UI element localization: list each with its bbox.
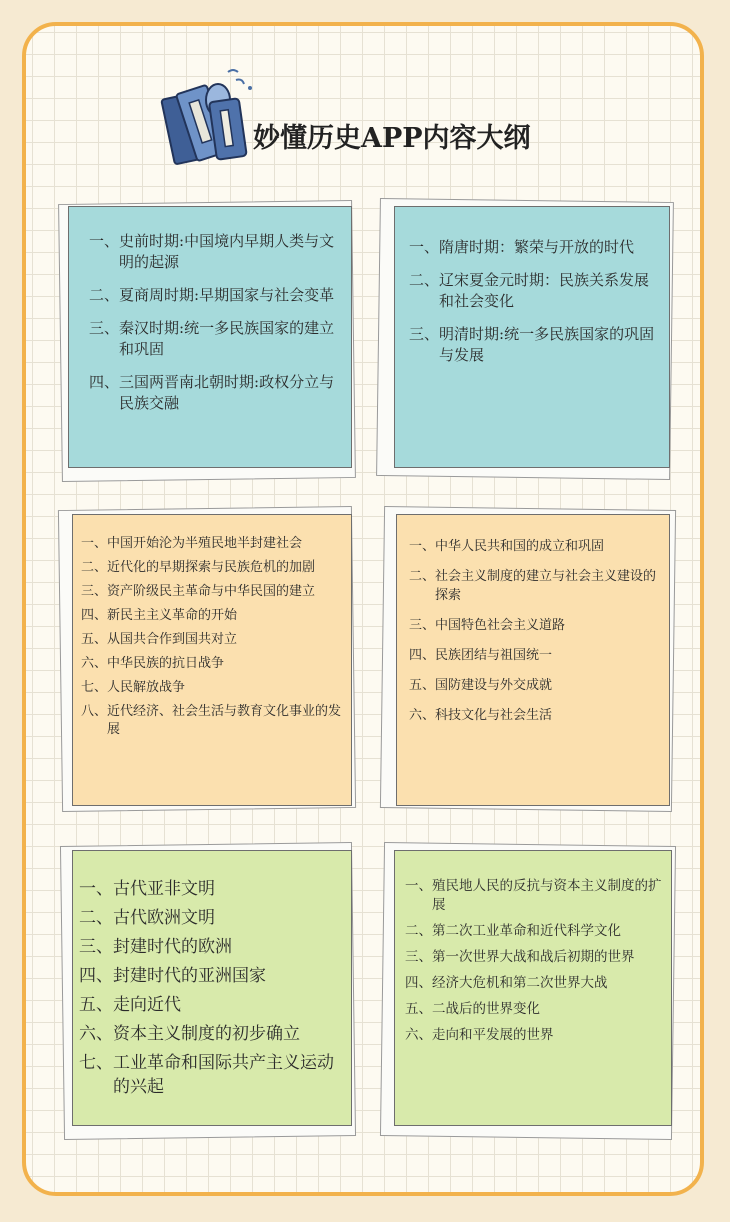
card-panel [394, 206, 670, 468]
list-item: 一、 中华人民共和国的成立和巩固 [409, 539, 605, 554]
outline-card [380, 840, 683, 1140]
card-panel [396, 514, 670, 806]
outline-card [62, 840, 365, 1140]
outline-card [60, 504, 365, 814]
list-item: 七、 人民解放战争 [81, 680, 186, 695]
list-item: 四、 三国两晋南北朝时期:政权分立与民族交融 [89, 373, 335, 412]
list-item: 四、 经济大危机和第二次世界大战 [405, 975, 608, 991]
outline-list [89, 231, 341, 414]
list-item: 六、 中华民族的抗日战争 [81, 656, 225, 671]
header [158, 60, 618, 170]
list-item: 五、 走向近代 [79, 995, 181, 1015]
list-item: 六、 科技文化与社会生活 [409, 708, 553, 723]
list-item: 五、 国防建设与外交成就 [409, 678, 553, 693]
list-item: 五、 从国共合作到国共对立 [81, 632, 238, 647]
list-item: 二、 社会主义制度的建立与社会主义建设的探索 [409, 569, 657, 603]
outline-list [79, 877, 349, 1099]
card-panel [394, 850, 672, 1126]
list-item: 二、 古代欧洲文明 [79, 908, 215, 928]
list-item: 二、 第二次工业革命和近代科学文化 [405, 923, 621, 939]
page-title: 妙懂历史APP内容大纲 [253, 123, 531, 154]
list-item: 三、 资产阶级民主革命与中华民国的建立 [81, 584, 316, 599]
list-item: 二、 辽宋夏金元时期：民族关系发展和社会变化 [409, 271, 650, 310]
card-panel [72, 850, 352, 1126]
outline-list [81, 535, 349, 739]
card-panel [72, 514, 352, 806]
list-item: 二、 近代化的早期探索与民族危机的加剧 [81, 560, 316, 575]
list-item: 一、 史前时期:中国境内早期人类与文明的起源 [89, 232, 335, 271]
list-item: 六、 资本主义制度的初步确立 [79, 1024, 300, 1044]
list-item: 二、 夏商周时期:早期国家与社会变革 [89, 286, 335, 304]
list-item: 三、 明清时期:统一多民族国家的巩固与发展 [409, 325, 655, 364]
list-item: 三、 秦汉时期:统一多民族国家的建立和巩固 [89, 319, 335, 358]
list-item: 三、 中国特色社会主义道路 [409, 618, 566, 633]
list-item: 一、 古代亚非文明 [79, 879, 215, 899]
list-item: 四、 民族团结与祖国统一 [409, 648, 553, 663]
outline-card [378, 504, 683, 814]
list-item: 一、 隋唐时期：繁荣与开放的时代 [409, 238, 635, 256]
list-item: 五、 二战后的世界变化 [405, 1001, 540, 1017]
list-item: 四、 新民主主义革命的开始 [81, 608, 238, 623]
list-item: 四、 封建时代的亚洲国家 [79, 966, 266, 986]
scroll-books-icon [158, 60, 258, 170]
list-item: 一、 殖民地人民的反抗与资本主义制度的扩展 [405, 878, 662, 913]
outline-list [409, 237, 659, 366]
outline-list [409, 537, 665, 725]
card-panel [68, 206, 352, 468]
list-item: 八、 近代经济、社会生活与教育文化事业的发展 [81, 704, 342, 737]
list-item: 三、 第一次世界大战和战后初期的世界 [405, 949, 635, 965]
outline-card [378, 196, 683, 481]
list-item: 一、 中国开始沦为半殖民地半封建社会 [81, 536, 303, 551]
list-item: 三、 封建时代的欧洲 [79, 937, 232, 957]
list-item: 七、 工业革命和国际共产主义运动的兴起 [79, 1053, 334, 1097]
outline-list [405, 877, 669, 1045]
outline-card [60, 196, 365, 481]
list-item: 六、 走向和平发展的世界 [405, 1027, 554, 1043]
